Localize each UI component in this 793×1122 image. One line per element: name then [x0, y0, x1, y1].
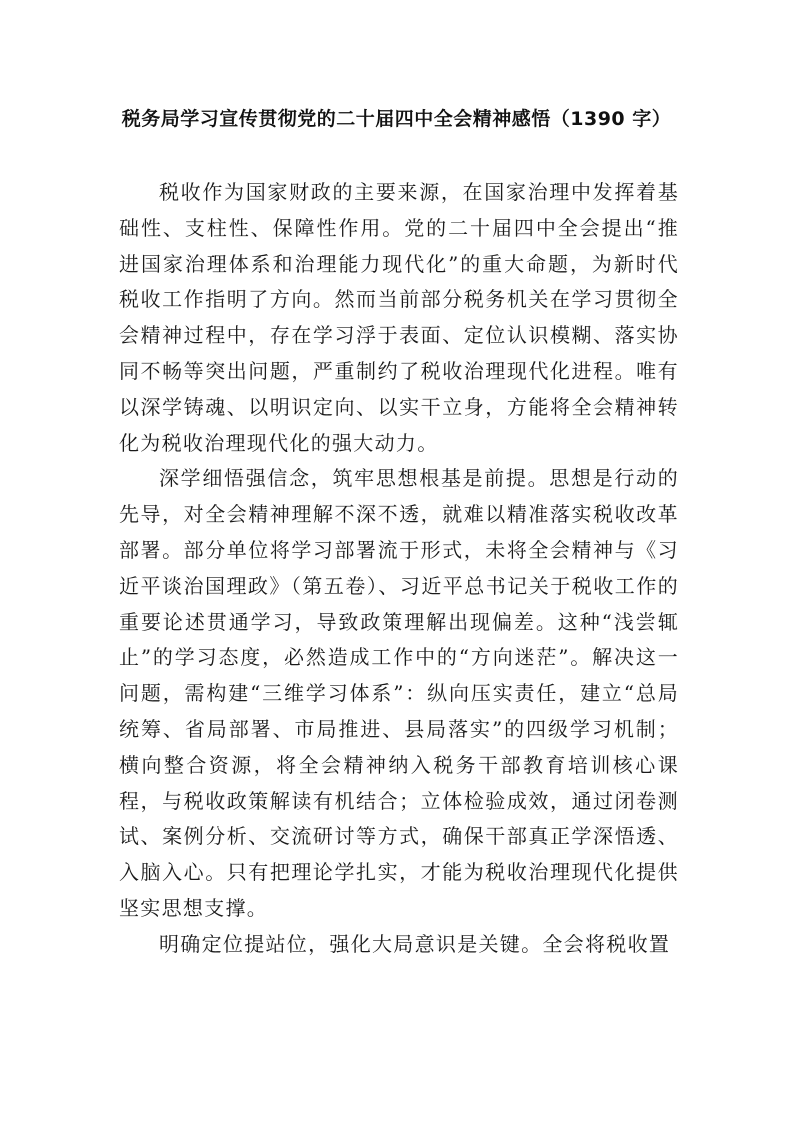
paragraph-study: 深学细悟强信念，筑牢思想根基是前提。思想是行动的先导，对全会精神理解不深不透，就难以精准落实税收改革部署。部分单位将学习部署流于形式，未将全会精神与《习近平谈治国理政》（第五卷）、习近平总书记关于税收工作的重要论述贯通学习，导致政策理解出现偏差。这种“浅尝辄止”的学习态度，必然造成工作中的“方向迷茫”。解决这一问题，需构建“三维学习体系”：纵向压实责任，建立“总局统筹、省局部署、市局推进、县局落实”的四级学习机制；横向整合资源，将全会精神纳入税务干部教育培训核心课程，与税收政策解读有机结合；立体检验成效，通过闭卷测试、案例分析、交流研讨等方式，确保干部真正学深悟透、入脑入心。只有把理论学扎实，才能为税收治理现代化提供坚实思想支撑。 — [119, 466, 679, 920]
document-body — [119, 175, 679, 963]
document-title: 税务局学习宣传贯彻党的二十届四中全会精神感悟（1390 字） — [121, 108, 672, 130]
paragraph-positioning: 明确定位提站位，强化大局意识是关键。全会将税收置 — [159, 931, 671, 956]
paragraph-intro: 税收作为国家财政的主要来源，在国家治理中发挥着基础性、支柱性、保障性作用。党的二十届四中全会提出“推进国家治理体系和治理能力现代化”的重大命题，为新时代税收工作指明了方向。然而当前部分税务机关在学习贯彻全会精神过程中，存在学习浮于表面、定位认识模糊、落实协同不畅等突出问题，严重制约了税收治理现代化进程。唯有以深学铸魂、以明识定向、以实干立身，方能将全会精神转化为税收治理现代化的强大动力。 — [119, 180, 679, 455]
